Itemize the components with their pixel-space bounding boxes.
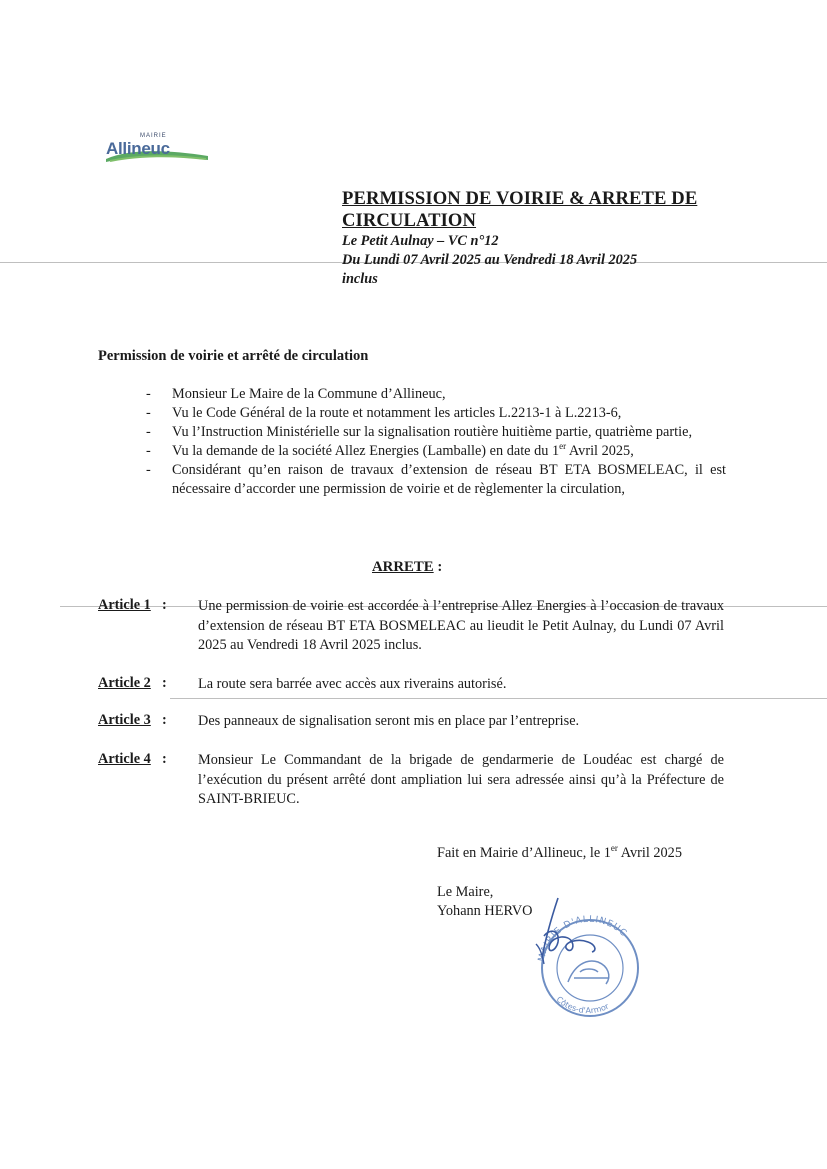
list-item	[146, 423, 726, 442]
logo-mairie-text: MAIRIE	[140, 133, 167, 139]
article-label: Article 1	[98, 597, 151, 613]
mairie-stamp	[528, 896, 648, 1026]
document-header	[342, 188, 742, 289]
considerant-text: Considérant qu’en raison de travaux d’extension de réseau BT ETA BOSMELEAC, il est nécessaire d’accorder une permission de voirie et de règlementer la circulation,	[172, 462, 726, 497]
document-title: PERMISSION DE VOIRIE & ARRETE DE CIRCULATION	[342, 188, 698, 231]
article-colon: :	[162, 712, 167, 728]
arrete-heading	[372, 559, 442, 576]
article-text: Une permission de voirie est accordée à l’entreprise Allez Energies à l’occasion de travaux d’extension de réseau BT ETA BOSMELEAC au lieudit le Petit Aulnay, du Lundi 07 Avril 2025 au Vendredi 18 Avril 2025 inclus.	[198, 598, 724, 653]
list-item	[146, 461, 726, 498]
scan-line	[170, 698, 827, 699]
article-text: Monsieur Le Commandant de la brigade de gendarmerie de Loudéac est chargé de l’exécution du présent arrêté dont ampliation lui sera adressée ainsi qu’à la Préfecture de SAINT-BRIEUC.	[198, 752, 724, 807]
list-item	[146, 442, 726, 461]
arrete-colon: :	[433, 559, 443, 575]
considerant-text: Vu l’Instruction Ministérielle sur la signalisation routière huitième partie, quatrième partie,	[172, 424, 693, 440]
dates-line: Du Lundi 07 Avril 2025 au Vendredi 18 Avril 2025	[342, 252, 638, 268]
article-label: Article 3	[98, 712, 151, 728]
article-label: Article 4	[98, 751, 151, 767]
superscript: er	[610, 843, 618, 854]
considerants-list	[146, 385, 726, 499]
logo-name-text: Allineuc	[106, 139, 170, 158]
fait-text: Fait en Mairie d’Allineuc, le 1	[437, 845, 611, 861]
considerant-text: Monsieur Le Maire de la Commune d’Allineuc,	[172, 386, 446, 402]
article-colon: :	[162, 597, 167, 613]
signatory-name: Yohann HERVO	[437, 903, 533, 919]
stamp-bottom-text: Côtes-d'Armor	[554, 994, 611, 1016]
list-item	[146, 385, 726, 404]
considerant-text: Avril 2025,	[566, 443, 634, 459]
article-text: La route sera barrée avec accès aux riverains autorisé.	[198, 676, 507, 692]
fait-text: Avril 2025	[617, 845, 682, 861]
superscript: er	[559, 441, 567, 452]
signature-block	[437, 883, 533, 921]
location-line: Le Petit Aulnay – VC n°12	[342, 233, 499, 249]
inclus-line: inclus	[342, 271, 378, 287]
stamp-top-text: MAIRIE D'ALLINEUC	[536, 914, 629, 963]
article-label: Article 2	[98, 675, 151, 691]
commune-logo	[104, 133, 210, 165]
fait-en-mairie	[437, 845, 682, 862]
list-item	[146, 404, 726, 423]
article-colon: :	[162, 751, 167, 767]
section-title: Permission de voirie et arrêté de circulation	[98, 348, 369, 364]
arrete-label: ARRETE	[372, 559, 434, 575]
article-colon: :	[162, 675, 167, 691]
signatory-role: Le Maire,	[437, 884, 494, 900]
considerant-text: Vu la demande de la société Allez Energies (Lamballe) en date du 1	[172, 443, 560, 459]
svg-text:Côtes-d'Armor	[555, 995, 611, 1015]
considerant-text: Vu le Code Général de la route et notamment les articles L.2213-1 à L.2213-6,	[172, 405, 622, 421]
article-text: Des panneaux de signalisation seront mis en place par l’entreprise.	[198, 713, 580, 729]
